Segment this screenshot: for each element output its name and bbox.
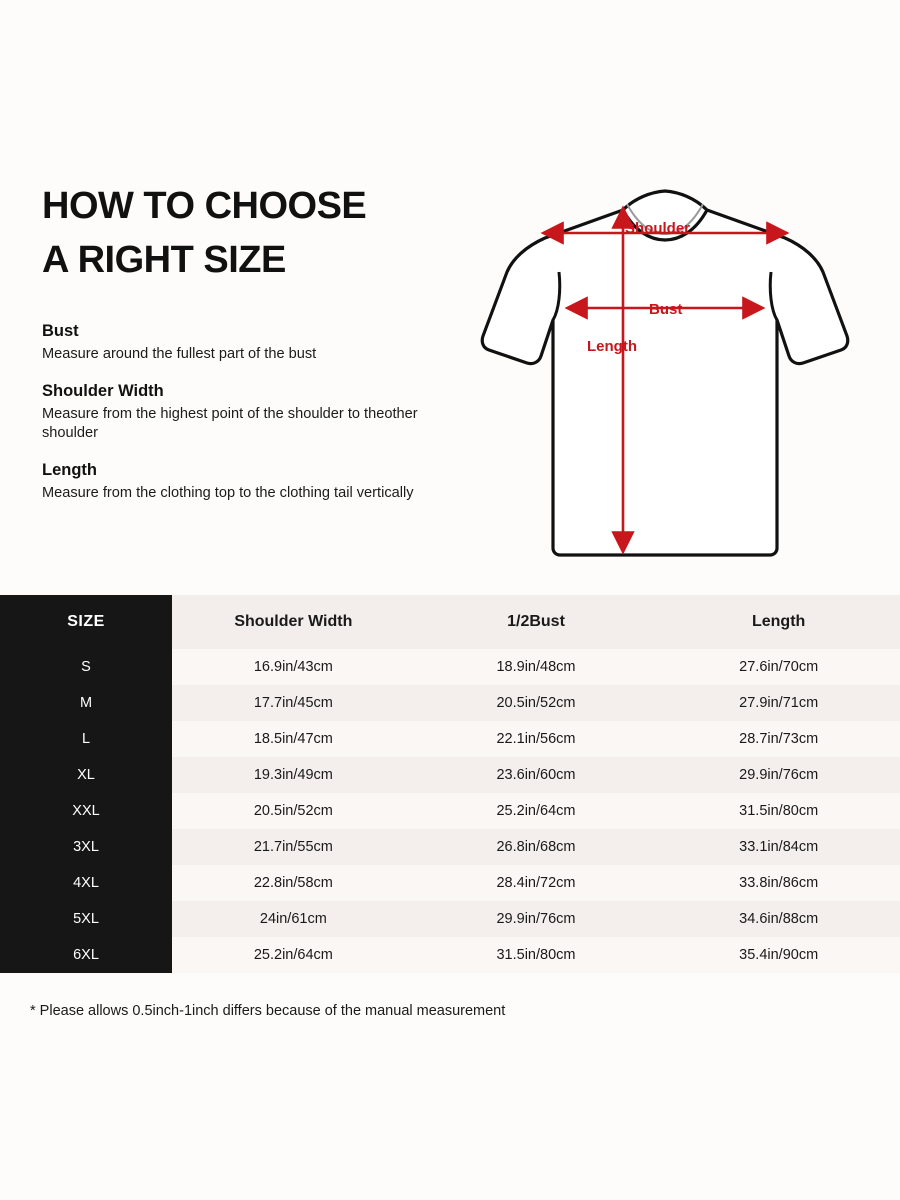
- cell-size: XL: [0, 757, 172, 793]
- cell-length: 29.9in/76cm: [657, 757, 900, 793]
- page-title: [42, 180, 366, 288]
- table-row: [0, 793, 900, 829]
- size-chart-table-wrapper: [0, 595, 900, 973]
- table-row: [0, 685, 900, 721]
- definition-description: Measure from the clothing top to the clothing tail vertically: [42, 485, 414, 502]
- definition-term: Bust: [42, 322, 79, 340]
- table-header-row: [0, 595, 900, 649]
- cell-length: 31.5in/80cm: [657, 793, 900, 829]
- cell-length: 35.4in/90cm: [657, 937, 900, 973]
- cell-half-bust: 31.5in/80cm: [415, 937, 658, 973]
- table-body: [0, 649, 900, 973]
- cell-size: 3XL: [0, 829, 172, 865]
- cell-shoulder-width: 19.3in/49cm: [172, 757, 415, 793]
- cell-half-bust: 28.4in/72cm: [415, 865, 658, 901]
- measurement-disclaimer: * Please allows 0.5inch-1inch differs because of the manual measurement: [30, 1003, 506, 1019]
- cell-shoulder-width: 17.7in/45cm: [172, 685, 415, 721]
- cell-shoulder-width: 25.2in/64cm: [172, 937, 415, 973]
- table-row: [0, 901, 900, 937]
- cell-half-bust: 26.8in/68cm: [415, 829, 658, 865]
- column-header-length: Length: [657, 595, 900, 649]
- cell-length: 27.6in/70cm: [657, 649, 900, 685]
- tshirt-diagram: [455, 160, 875, 580]
- bust-dimension-label: Bust: [649, 301, 683, 318]
- size-chart-table: [0, 595, 900, 973]
- column-header-size: SIZE: [0, 595, 172, 649]
- definition-bust: [42, 322, 442, 365]
- cell-shoulder-width: 24in/61cm: [172, 901, 415, 937]
- cell-size: 4XL: [0, 865, 172, 901]
- definition-description: Measure from the highest point of the shoulder to theother shoulder: [42, 405, 418, 442]
- table-header: [0, 595, 900, 649]
- page-title-line-1: HOW TO CHOOSE: [42, 185, 367, 227]
- measurement-definitions: [42, 322, 442, 521]
- cell-shoulder-width: 18.5in/47cm: [172, 721, 415, 757]
- table-row: [0, 757, 900, 793]
- cell-half-bust: 20.5in/52cm: [415, 685, 658, 721]
- cell-half-bust: 23.6in/60cm: [415, 757, 658, 793]
- column-header-shoulder-width: Shoulder Width: [172, 595, 415, 649]
- cell-length: 27.9in/71cm: [657, 685, 900, 721]
- definition-term: Length: [42, 461, 97, 480]
- cell-size: 6XL: [0, 937, 172, 973]
- page-title-line-2: A RIGHT SIZE: [42, 238, 286, 281]
- table-row: [0, 721, 900, 757]
- definition-shoulder-width: [42, 382, 442, 444]
- intro-section: [0, 0, 900, 595]
- column-header-half-bust: 1/2Bust: [415, 595, 658, 649]
- definition-description: Measure around the fullest part of the bust: [42, 346, 317, 362]
- cell-shoulder-width: 20.5in/52cm: [172, 793, 415, 829]
- table-row: [0, 649, 900, 685]
- cell-length: 33.1in/84cm: [657, 829, 900, 865]
- cell-size: M: [0, 685, 172, 721]
- definition-term: Shoulder Width: [42, 381, 164, 400]
- cell-size: L: [0, 721, 172, 757]
- length-dimension-label: Length: [587, 338, 637, 355]
- cell-length: 28.7in/73cm: [657, 721, 900, 757]
- cell-half-bust: 29.9in/76cm: [415, 901, 658, 937]
- table-row: [0, 865, 900, 901]
- table-row: [0, 829, 900, 865]
- cell-size: 5XL: [0, 901, 172, 937]
- cell-length: 33.8in/86cm: [657, 865, 900, 901]
- table-row: [0, 937, 900, 973]
- cell-length: 34.6in/88cm: [657, 901, 900, 937]
- shoulder-dimension-label: Shoulder: [625, 220, 691, 237]
- cell-shoulder-width: 16.9in/43cm: [172, 649, 415, 685]
- cell-half-bust: 25.2in/64cm: [415, 793, 658, 829]
- cell-size: XXL: [0, 793, 172, 829]
- cell-half-bust: 18.9in/48cm: [415, 649, 658, 685]
- cell-shoulder-width: 21.7in/55cm: [172, 829, 415, 865]
- cell-size: S: [0, 649, 172, 685]
- definition-length: [42, 461, 442, 504]
- cell-shoulder-width: 22.8in/58cm: [172, 865, 415, 901]
- cell-half-bust: 22.1in/56cm: [415, 721, 658, 757]
